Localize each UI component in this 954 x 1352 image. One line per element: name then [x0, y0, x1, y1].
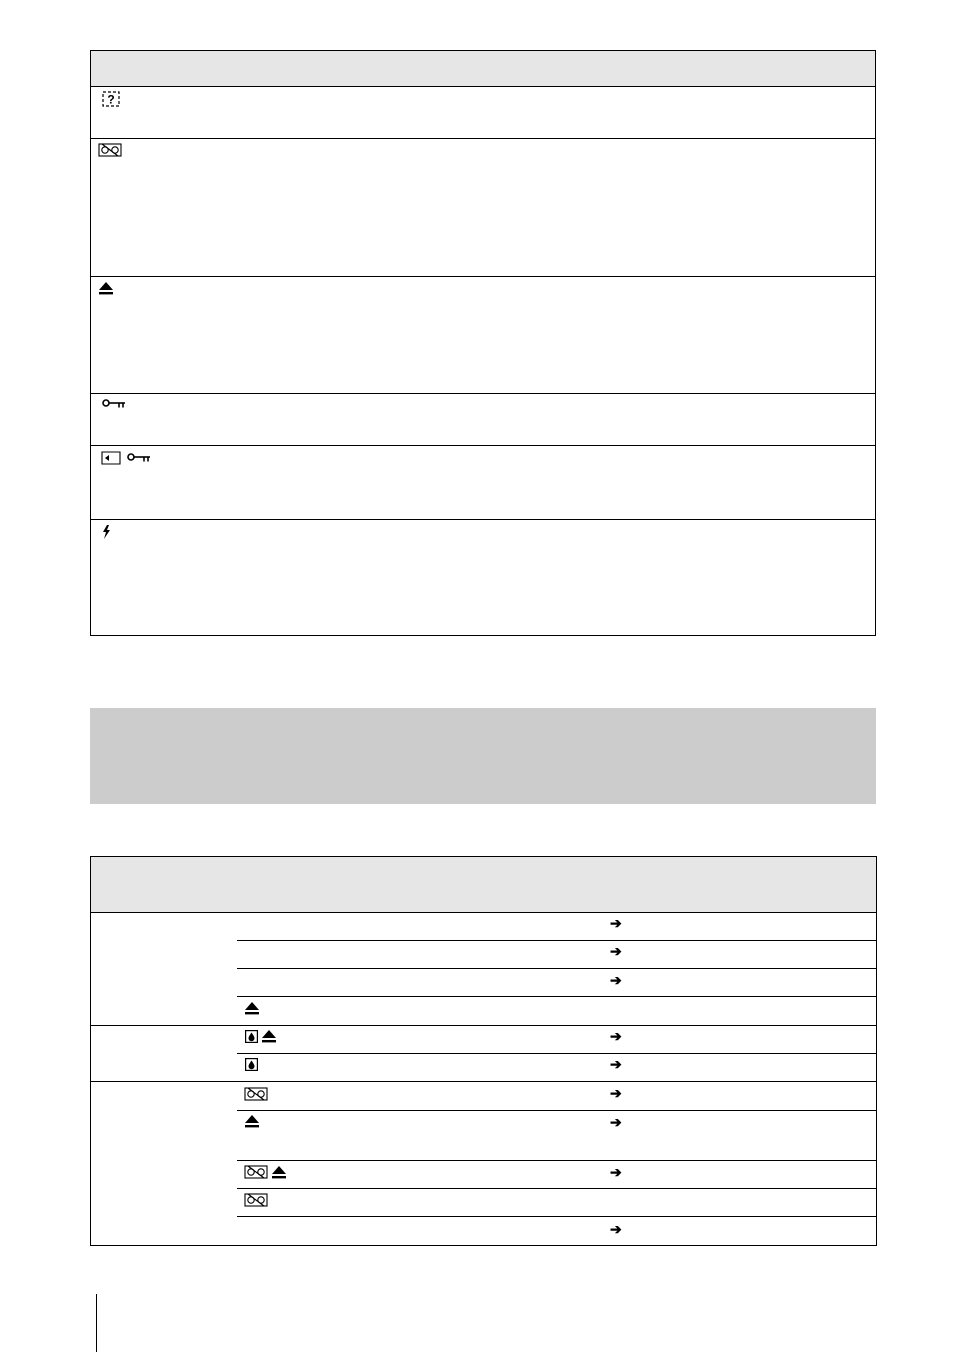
margin-rule [96, 1294, 97, 1352]
arrow-icon: ➔ [610, 1085, 622, 1101]
eject-icon [245, 1002, 259, 1015]
icon-group [245, 1030, 276, 1048]
table-row [91, 445, 875, 520]
self-diagnosis-table [90, 856, 877, 1246]
row-divider [237, 1160, 876, 1161]
tape-cross-icon [244, 1193, 268, 1207]
tape-cross-icon [244, 1087, 268, 1101]
flash-icon [102, 525, 111, 539]
tape-cross-icon [244, 1165, 268, 1184]
eject-icon [272, 1166, 286, 1184]
section-heading-band [90, 708, 876, 804]
table-row [91, 138, 875, 277]
key-icon [102, 399, 126, 409]
moisture-icon [245, 1058, 258, 1071]
svg-text:?: ? [107, 92, 115, 107]
table-row [91, 519, 875, 635]
row-divider [237, 1053, 876, 1054]
table-row [91, 393, 875, 446]
table-header [91, 51, 875, 87]
row-divider [237, 968, 876, 969]
row-divider [237, 1216, 876, 1217]
table-row [91, 276, 875, 394]
arrow-icon: ➔ [610, 915, 622, 931]
arrow-icon: ➔ [610, 1056, 622, 1072]
tape-cross-icon [98, 143, 122, 157]
group-divider [91, 1081, 876, 1082]
card-icon [101, 451, 121, 465]
warning-indicator-table [90, 50, 876, 636]
eject-icon [245, 1115, 259, 1128]
card-question-icon [101, 91, 121, 107]
arrow-icon: ➔ [610, 1114, 622, 1130]
eject-icon [262, 1030, 276, 1048]
arrow-icon: ➔ [610, 1221, 622, 1237]
icon-group [244, 1165, 286, 1184]
row-divider [237, 1188, 876, 1189]
arrow-icon: ➔ [610, 1028, 622, 1044]
arrow-icon: ➔ [610, 972, 622, 988]
table-row [91, 86, 875, 139]
row-divider [237, 940, 876, 941]
group-divider [91, 1025, 876, 1026]
row-divider [237, 996, 876, 997]
arrow-icon: ➔ [610, 943, 622, 959]
moisture-icon [245, 1030, 258, 1048]
arrow-icon: ➔ [610, 1164, 622, 1180]
eject-icon [99, 282, 113, 295]
key-icon [127, 453, 151, 463]
table-header [91, 857, 876, 913]
row-divider [237, 1110, 876, 1111]
